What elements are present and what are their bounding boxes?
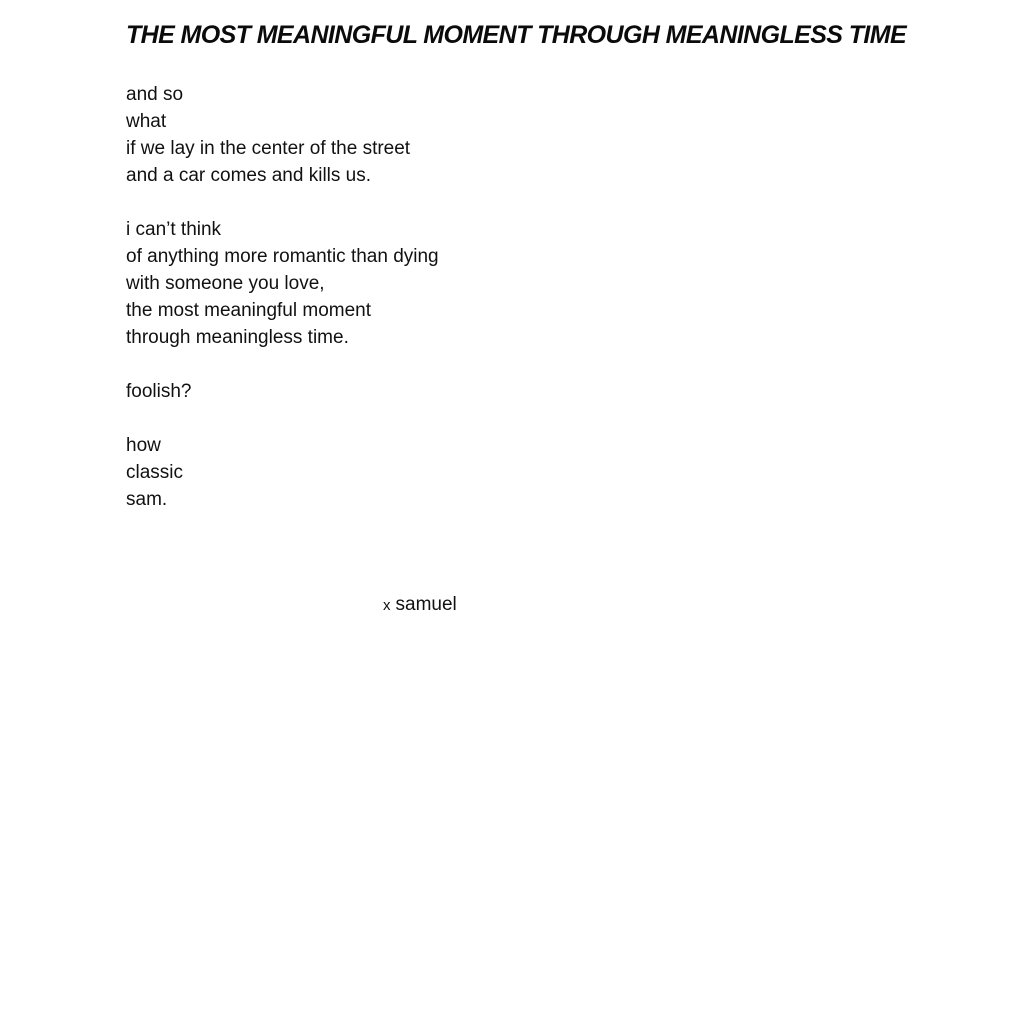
poem-body <box>126 81 439 540</box>
signature-name: samuel <box>395 594 457 615</box>
poem-line: what <box>126 111 167 132</box>
poem-title: THE MOST MEANINGFUL MOMENT THROUGH MEANINGLESS TIME <box>126 21 907 49</box>
poem-line: how <box>126 435 161 456</box>
signature <box>383 591 457 619</box>
poem-line: of anything more romantic than dying <box>126 246 439 267</box>
poem-line: foolish? <box>126 381 192 402</box>
poem-line: if we lay in the center of the street <box>126 138 411 159</box>
stanza <box>126 216 439 351</box>
poem-line: with someone you love, <box>126 273 325 294</box>
poem-line: the most meaningful moment <box>126 300 372 321</box>
poem-line: i can’t think <box>126 219 222 240</box>
stanza <box>126 81 439 189</box>
poem-line: classic <box>126 462 184 483</box>
poem-line: sam. <box>126 489 168 510</box>
poem-line: and so <box>126 84 184 105</box>
poem-line: through meaningless time. <box>126 327 349 348</box>
poem-line: and a car comes and kills us. <box>126 165 372 186</box>
stanza <box>126 378 439 405</box>
stanza <box>126 432 439 513</box>
signature-mark: x <box>383 597 391 614</box>
